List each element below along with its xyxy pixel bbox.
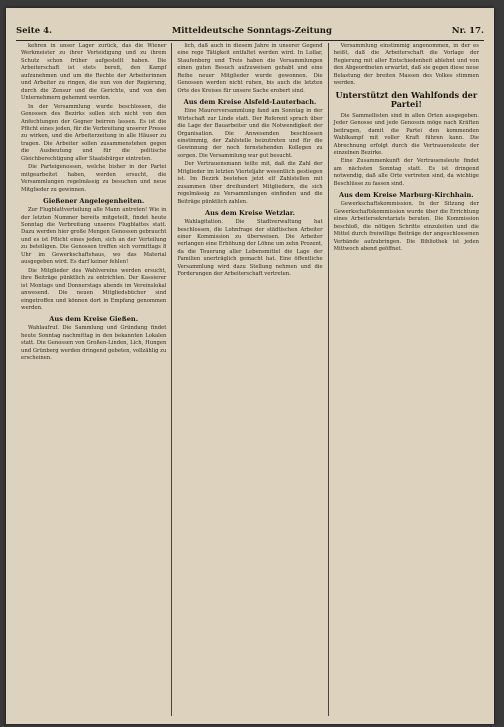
boxed-notice: Unterstützt den Wahlfonds der Partei! (335, 89, 478, 110)
paragraph: Wahlagitation. Die Stadtverwaltung hat beschlossen, die Lohnfrage der städtischen Arbeiter einer Kommission zu überweisen. Die Arbeiter verlangen eine Erhöhung der Löhne um zehn Prozent, da die Teuerung aller Lebensmittel die Lage der Familien unerträglich gemacht hat. Eine öffentliche Versammlung wird dazu Stellung nehmen und die Forderungen der Arbeiterschaft vertreten. (177, 219, 323, 278)
header-rule (16, 40, 484, 41)
column-1 (16, 43, 172, 716)
paragraph: Gewerkschaftskommission. In der Sitzung der Gewerkschaftskommission wurde über die Errichtung eines Arbeitersekretariats beraten. Die Kommission beschloß, die nötigen Schritte einzuleiten und die Mittel durch freiwillige Beiträge der angeschlossenen Verbände aufzubringen. Die Bibliothek ist jeden Mittwoch abend geöffnet. (333, 201, 479, 252)
paragraph: Eine Zusammenkunft der Vertrauensleute findet am nächsten Sonntag statt. Es ist dringend notwendig, daß alle Orte vertreten sind, da wichtige Beschlüsse zu fassen sind. (333, 158, 479, 187)
paragraph: Wahlaufruf. Die Sammlung und Gründung findet heute Sonntag nachmittag in den bekannten Lokalen statt. Die Genossen von Großen-Linden, Lich, Hungen und Grünberg werden dringend gebeten, vollzählig zu erscheinen. (21, 325, 167, 362)
paragraph: Zur Flugblattverteilung alle Mann antreten! Wie in der letzten Nummer bereits mitgeteilt, findet heute Sonntag die Verbreitung unseres Flugblattes statt. Dazu werden hier große Mengen Genossen gebraucht und es ist Pflicht eines jeden, sich an der Verteilung zu beteiligen. Die Genossen treffen sich vormittags 8 Uhr im Gewerkschaftshaus, wo das Material ausgegeben wird. Es darf keiner fehlen! (21, 207, 167, 266)
paragraph: Die Mitglieder des Wahlvereins werden ersucht, ihre Beiträge pünktlich zu entrichten. Der Kassierer ist Montags und Donnerstags abends im Vereinslokal anwesend. Die neuen Mitgliedsbücher sind eingetroffen und können dort in Empfang genommen werden. (21, 267, 167, 311)
paragraph: In der Versammlung wurde beschlossen, die Genossen des Bezirks sollen sich nicht von den Anfechtungen der Gegner beirren lassen. Es ist die Pflicht eines jeden, für die Verbreitung unserer Presse zu wirken, und die Arbeiterzeitung in alle Häuser zu tragen. Die Arbeiter sollen zusammenstehen gegen die Ausbeutung und für die politische Gleichberechtigung aller Staatsbürger eintreten. (21, 103, 167, 162)
issue-number: Nr. 17. (451, 26, 484, 36)
section-heading: Gießener Angelegenheiten. (43, 197, 145, 206)
newspaper-title: Mitteldeutsche Sonntags-Zeitung (171, 26, 332, 36)
section-heading: Aus dem Kreise Wetzlar. (205, 209, 295, 218)
newspaper-page (6, 8, 494, 724)
column-3 (329, 43, 484, 716)
article-columns (16, 43, 484, 716)
paragraph: Der Vertrauensmann teilte mit, daß die Zahl der Mitglieder im letzten Vierteljahr wesentlich gestiegen ist. Im Bezirk bestehen jetzt elf Zahlstellen mit zusammen über dreihundert Mitgliedern, die sich regelmässig zu Versammlungen einfinden und die Beiträge pünktlich zahlen. (177, 161, 323, 205)
column-2 (172, 43, 328, 716)
section-heading: Aus dem Kreise Alsfeld-Lauterbach. (183, 98, 317, 107)
section-heading: Aus dem Kreise Gießen. (49, 315, 139, 324)
paragraph: Versammlung einstimmig angenommen, in der es heißt, daß die Arbeiterschaft die Vorlage der Regierung mit aller Entschiedenheit ablehnt und von den Abgeordneten erwartet, daß sie gegen diese neue Belastung der breiten Massen des Volkes stimmen werden. (333, 43, 479, 87)
paragraph: lich, daß auch in diesem Jahre in unserer Gegend eine rege Tätigkeit entfaltet werden wird. In Lollar, Staufenberg und Treis haben die Versammlungen einen guten Besuch aufzuweisen gehabt und eine Reihe neuer Mitglieder wurde gewonnen. Die Genossen werden nicht ruhen, bis auch die letzten Orte des Kreises für unsere Sache erobert sind. (177, 43, 323, 94)
section-heading: Aus dem Kreise Marburg-Kirchhain. (339, 191, 474, 200)
page-header (16, 24, 484, 38)
paragraph: Die Sammellisten sind in allen Orten ausgegeben. Jeder Genosse und jede Genossin möge nach Kräften beitragen, damit die Partei den kommenden Wahlkampf mit voller Kraft führen kann. Die Abrechnung erfolgt durch die Vertrauensleute der einzelnen Bezirke. (333, 112, 479, 156)
page-number: Seite 4. (16, 26, 52, 36)
paragraph: Die Parteigenossen, welche bisher in der Partei mitgearbeitet haben, werden ersucht, die Versammlungen regelmässig zu besuchen und neue Mitglieder zu gewinnen. (21, 164, 167, 193)
paragraph: kehren in unser Lager zurück, das die Wiener Werkmeister zu ihrer Verteidigung und zu ihrem Schutz schon früher aufgestellt haben. Die Arbeiterschaft ist stets bereit, den Kampf aufzunehmen und um die Rechte der Arbeiterinnen und Arbeiter zu ringen, die nun von der Regierung, durch die Zensur und die Gerichte, und von den Unternehmern gehemmt werden. (21, 43, 167, 102)
paragraph: Eine Maurerversammlung fand am Sonntag in der Wirtschaft zur Linde statt. Der Referent sprach über die Lage der Bauarbeiter und die Notwendigkeit der Organisation. Die Anwesenden beschlossen einstimmig, der Zahlstelle beizutreten und für die Gewinnung der noch fernstehenden Kollegen zu sorgen. Die Versammlung war gut besucht. (177, 108, 323, 159)
